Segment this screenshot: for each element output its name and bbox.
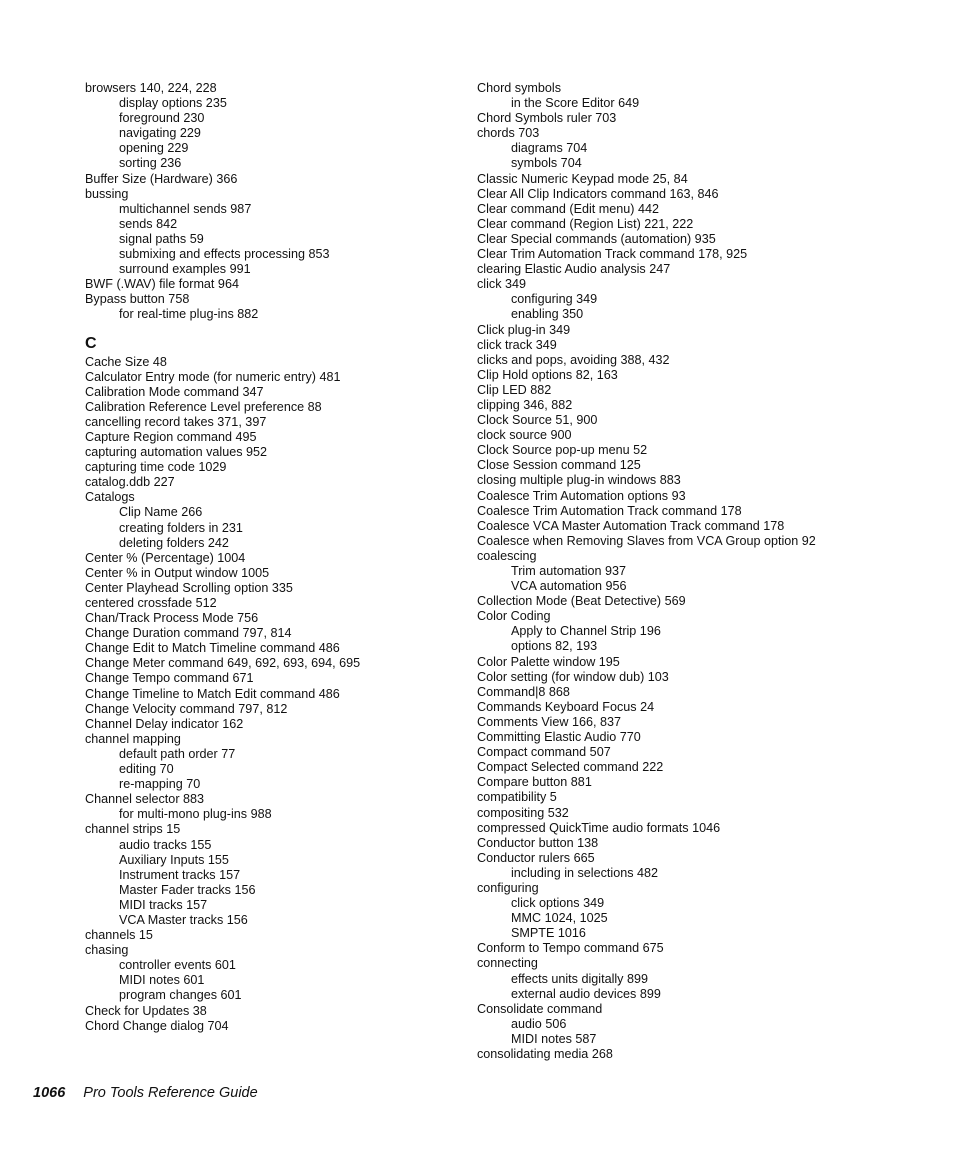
index-entry: Chord symbols [477, 81, 561, 95]
index-subentry: program changes 601 [119, 988, 242, 1003]
index-entry: Compact Selected command 222 [477, 760, 664, 775]
index-entry: Clear Special commands (automation) 935 [477, 231, 716, 246]
index-entry: Clear Trim Automation Track command 178, 925 [477, 247, 748, 262]
index-entry: Clear All Clip Indicators command 163, 846 [477, 186, 719, 201]
index-subentry: MMC 1024, 1025 [511, 911, 608, 926]
index-entry: clearing Elastic Audio analysis 247 [477, 262, 671, 277]
index-subentry: controller events 601 [119, 958, 236, 973]
index-entry: cancelling record takes 371, 397 [85, 414, 267, 429]
index-entry: Close Session command 125 [477, 458, 641, 473]
index-subentry: Trim automation 937 [511, 564, 627, 578]
index-subentry: display options 235 [119, 96, 227, 111]
index-entry: Consolidate command [477, 1001, 603, 1016]
index-subentry: diagrams 704 [511, 141, 588, 156]
index-subentry: options 82, 193 [511, 639, 598, 654]
index-subentry: effects units digitally 899 [511, 971, 648, 986]
index-entry: Change Velocity command 797, 812 [85, 701, 288, 716]
index-entry: Conform to Tempo command 675 [477, 941, 664, 956]
index-subentry: Apply to Channel Strip 196 [511, 624, 661, 639]
index-subentry: MIDI notes 587 [511, 1031, 597, 1046]
index-entry: Capture Region command 495 [85, 429, 257, 444]
index-entry: Clip Hold options 82, 163 [477, 367, 618, 382]
index-entry: Collection Mode (Beat Detective) 569 [477, 594, 686, 609]
index-subentry: submixing and effects processing 853 [119, 247, 330, 262]
index-entry: Center % in Output window 1005 [85, 565, 270, 580]
index-entry: channel mapping [85, 731, 181, 746]
index-entry: Bypass button 758 [85, 292, 190, 307]
index-subentry: in the Score Editor 649 [511, 96, 640, 111]
index-entry: Conductor rulers 665 [477, 850, 595, 865]
index-subentry: configuring 349 [511, 292, 598, 307]
index-subentry: VCA Master tracks 156 [119, 912, 248, 927]
index-entry: capturing automation values 952 [85, 445, 268, 460]
index-entry: Coalesce Trim Automation Track command 178 [477, 503, 742, 518]
index-subentry: click options 349 [511, 896, 605, 911]
index-entry: Calculator Entry mode (for numeric entry) 481 [85, 369, 341, 384]
index-subentry: deleting folders 242 [119, 535, 229, 550]
index-entry: Click plug-in 349 [477, 322, 571, 337]
index-entry: Check for Updates 38 [85, 1003, 207, 1018]
index-entry: Chord Symbols ruler 703 [477, 111, 617, 126]
index-entry: chords 703 [477, 126, 540, 141]
index-subentry: Master Fader tracks 156 [119, 882, 256, 897]
index-entry: Coalesce Trim Automation options 93 [477, 488, 686, 503]
index-entry: Clock Source pop-up menu 52 [477, 443, 648, 458]
index-subentry: for real-time plug-ins 882 [119, 307, 259, 322]
index-entry: channels 15 [85, 928, 153, 943]
index-subentry: Clip Name 266 [119, 505, 203, 520]
index-entry: compatibility 5 [477, 790, 557, 805]
index-entry: click track 349 [477, 337, 557, 352]
index-entry: BWF (.WAV) file format 964 [85, 277, 239, 292]
index-subentry: sends 842 [119, 216, 178, 231]
index-entry: Chord Change dialog 704 [85, 1018, 229, 1033]
index-entry: Calibration Mode command 347 [85, 384, 264, 399]
index-entry: channel strips 15 [85, 822, 181, 837]
index-subentry: VCA automation 956 [511, 579, 627, 594]
index-subentry: enabling 350 [511, 307, 584, 322]
index-entry: catalog.ddb 227 [85, 475, 175, 490]
index-entry: Center Playhead Scrolling option 335 [85, 580, 293, 595]
index-subentry: Instrument tracks 157 [119, 867, 241, 882]
index-entry: connecting [477, 956, 538, 971]
index-entry: Buffer Size (Hardware) 366 [85, 171, 238, 186]
index-entry: Clock Source 51, 900 [477, 413, 598, 428]
index-entry: Coalesce VCA Master Automation Track command 178 [477, 518, 785, 533]
index-subentry: creating folders in 231 [119, 520, 243, 535]
index-entry: Committing Elastic Audio 770 [477, 730, 641, 745]
index-subentry: audio tracks 155 [119, 837, 212, 852]
index-entry: Commands Keyboard Focus 24 [477, 699, 655, 714]
index-entry: Conductor button 138 [477, 835, 599, 850]
index-entry: clicks and pops, avoiding 388, 432 [477, 352, 670, 367]
index-subentry: sorting 236 [119, 156, 182, 171]
index-entry: clipping 346, 882 [477, 397, 573, 412]
index-subentry: surround examples 991 [119, 262, 251, 277]
index-entry: compositing 532 [477, 805, 569, 820]
index-entry: Color Coding [477, 609, 551, 624]
index-entry: Change Tempo command 671 [85, 671, 254, 686]
page-number: 1066 [33, 1085, 66, 1101]
index-entry: clock source 900 [477, 428, 572, 443]
index-subentry: opening 229 [119, 141, 189, 156]
index-subentry: audio 506 [511, 1016, 567, 1031]
index-entry: configuring [477, 880, 539, 895]
index-entry: Change Edit to Match Timeline command 486 [85, 641, 340, 656]
index-entry: Channel selector 883 [85, 792, 205, 807]
index-entry: coalescing [477, 548, 537, 563]
index-entry: Change Timeline to Match Edit command 486 [85, 686, 340, 701]
index-subentry: SMPTE 1016 [511, 926, 586, 941]
index-entry: Classic Numeric Keypad mode 25, 84 [477, 171, 688, 186]
index-subentry: editing 70 [119, 762, 174, 777]
index-subentry: for multi-mono plug-ins 988 [119, 807, 272, 822]
index-column-right [477, 81, 897, 1062]
book-title: Pro Tools Reference Guide [83, 1085, 258, 1101]
index-entry: Color Palette window 195 [477, 654, 620, 669]
index-subentry: navigating 229 [119, 126, 201, 141]
index-subentry: including in selections 482 [511, 865, 659, 880]
index-subentry: multichannel sends 987 [119, 201, 252, 216]
index-entry: Calibration Reference Level preference 88 [85, 399, 322, 414]
index-subentry: external audio devices 899 [511, 986, 661, 1001]
index-entry: Compare button 881 [477, 775, 592, 790]
index-entry: Coalesce when Removing Slaves from VCA Group option 92 [477, 533, 816, 548]
index-entry: Chan/Track Process Mode 756 [85, 611, 259, 626]
index-entry: Clear command (Region List) 221, 222 [477, 216, 694, 231]
index-subentry: MIDI notes 601 [119, 973, 205, 988]
index-entry: centered crossfade 512 [85, 596, 217, 610]
index-entry: closing multiple plug-in windows 883 [477, 473, 681, 488]
index-subentry: symbols 704 [511, 156, 582, 171]
section-letter-heading: C [85, 334, 97, 352]
index-entry: click 349 [477, 277, 526, 292]
index-entry: Cache Size 48 [85, 354, 167, 369]
index-entry: Channel Delay indicator 162 [85, 716, 244, 731]
index-entry: Change Meter command 649, 692, 693, 694, 695 [85, 656, 361, 671]
index-entry: consolidating media 268 [477, 1047, 613, 1061]
index-subentry: MIDI tracks 157 [119, 897, 208, 912]
index-entry: Change Duration command 797, 814 [85, 626, 292, 641]
index-entry: Center % (Percentage) 1004 [85, 550, 246, 565]
index-entry: Clear command (Edit menu) 442 [477, 201, 659, 216]
index-entry: Compact command 507 [477, 745, 611, 760]
index-subentry: foreground 230 [119, 111, 205, 126]
index-entry: capturing time code 1029 [85, 460, 227, 475]
index-entry: chasing [85, 943, 129, 958]
index-column-left [85, 81, 465, 1034]
index-entry: Catalogs [85, 490, 135, 505]
index-subentry: Auxiliary Inputs 155 [119, 852, 229, 867]
index-subentry: default path order 77 [119, 746, 236, 761]
index-subentry: re-mapping 70 [119, 777, 201, 792]
page-footer [33, 1085, 258, 1101]
index-entry: Clip LED 882 [477, 382, 552, 397]
index-entry: bussing [85, 186, 129, 201]
index-entry: browsers 140, 224, 228 [85, 81, 217, 95]
index-entry: compressed QuickTime audio formats 1046 [477, 820, 721, 835]
index-entry: Comments View 166, 837 [477, 714, 621, 729]
index-entry: Command|8 868 [477, 684, 570, 699]
index-entry: Color setting (for window dub) 103 [477, 669, 669, 684]
index-subentry: signal paths 59 [119, 231, 204, 246]
